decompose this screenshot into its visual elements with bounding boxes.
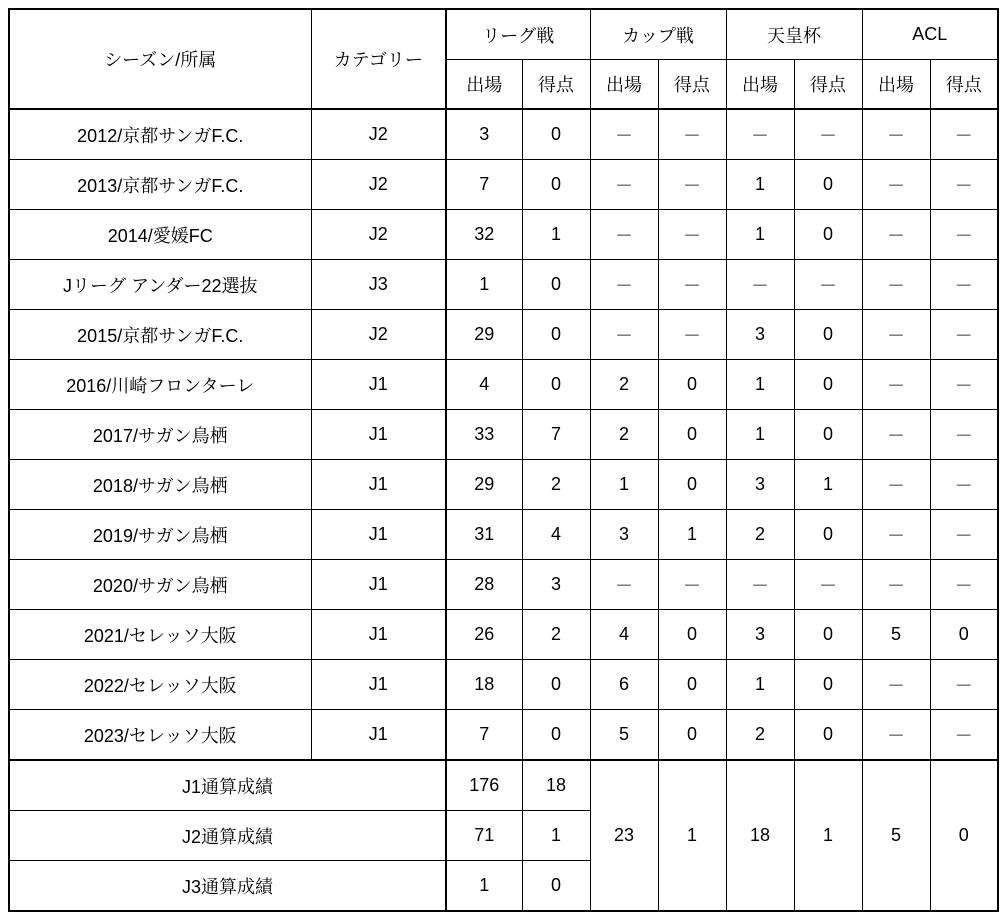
league-apps-cell: 29 [446,310,522,360]
total-j1-goals: 18 [522,760,590,811]
header-emperors-cup: 天皇杯 [726,9,862,60]
acl-apps-cell: － [862,460,930,510]
league-goals-cell: 0 [522,660,590,710]
cup-goals-cell: 0 [658,710,726,761]
category-cell: J1 [311,460,446,510]
emperor-goals-cell: 0 [794,210,862,260]
cup-apps-cell: － [590,210,658,260]
cup-goals-cell: 1 [658,510,726,560]
emperor-goals-cell: 0 [794,160,862,210]
total-cup-apps: 23 [590,760,658,911]
total-j2-goals: 1 [522,811,590,861]
cup-apps-cell: － [590,109,658,160]
acl-goals-cell: － [930,160,998,210]
cup-goals-cell: 0 [658,660,726,710]
season-cell: 2018/サガン鳥栖 [9,460,311,510]
acl-goals-cell: － [930,710,998,761]
cup-apps-cell: 4 [590,610,658,660]
cup-goals-cell: － [658,560,726,610]
emperor-apps-cell: － [726,109,794,160]
emperor-apps-cell: 3 [726,460,794,510]
emperor-apps-cell: 2 [726,710,794,761]
cup-apps-cell: － [590,260,658,310]
category-cell: J2 [311,109,446,160]
emperor-goals-cell: － [794,560,862,610]
cup-apps-cell: － [590,160,658,210]
cup-apps-cell: 1 [590,460,658,510]
emperor-apps-cell: － [726,260,794,310]
category-cell: J2 [311,160,446,210]
acl-goals-cell: － [930,560,998,610]
emperor-goals-cell: － [794,260,862,310]
header-goals: 得点 [658,60,726,110]
season-cell: 2020/サガン鳥栖 [9,560,311,610]
category-cell: J1 [311,410,446,460]
league-goals-cell: 4 [522,510,590,560]
acl-apps-cell: － [862,360,930,410]
emperor-apps-cell: 2 [726,510,794,560]
league-apps-cell: 18 [446,660,522,710]
header-acl: ACL [862,9,998,60]
header-goals: 得点 [794,60,862,110]
league-apps-cell: 7 [446,710,522,761]
acl-goals-cell: － [930,109,998,160]
emperor-goals-cell: 0 [794,710,862,761]
season-cell: 2016/川崎フロンターレ [9,360,311,410]
category-cell: J1 [311,710,446,761]
category-cell: J1 [311,610,446,660]
league-apps-cell: 31 [446,510,522,560]
acl-goals-cell: － [930,360,998,410]
cup-apps-cell: 2 [590,410,658,460]
cup-apps-cell: 6 [590,660,658,710]
cup-apps-cell: 2 [590,360,658,410]
season-cell: Jリーグ アンダー22選抜 [9,260,311,310]
header-cup: カップ戦 [590,9,726,60]
table-row [9,560,998,610]
total-j1-apps: 176 [446,760,522,811]
cup-goals-cell: － [658,260,726,310]
total-acl-apps: 5 [862,760,930,911]
league-apps-cell: 26 [446,610,522,660]
emperor-apps-cell: 1 [726,360,794,410]
league-apps-cell: 3 [446,109,522,160]
emperor-goals-cell: 0 [794,610,862,660]
acl-apps-cell: － [862,510,930,560]
acl-apps-cell: 5 [862,610,930,660]
cup-apps-cell: 3 [590,510,658,560]
league-goals-cell: 0 [522,160,590,210]
emperor-apps-cell: 1 [726,210,794,260]
league-apps-cell: 29 [446,460,522,510]
acl-apps-cell: － [862,560,930,610]
emperor-goals-cell: 0 [794,510,862,560]
cup-goals-cell: － [658,109,726,160]
emperor-goals-cell: 0 [794,360,862,410]
cup-apps-cell: － [590,560,658,610]
league-apps-cell: 1 [446,260,522,310]
acl-goals-cell: － [930,410,998,460]
category-cell: J1 [311,360,446,410]
acl-apps-cell: － [862,160,930,210]
header-apps: 出場 [862,60,930,110]
league-apps-cell: 7 [446,160,522,210]
emperor-goals-cell: 1 [794,460,862,510]
acl-apps-cell: － [862,109,930,160]
league-goals-cell: 2 [522,610,590,660]
league-apps-cell: 32 [446,210,522,260]
emperor-apps-cell: 1 [726,660,794,710]
header-apps: 出場 [726,60,794,110]
acl-apps-cell: － [862,210,930,260]
season-cell: 2012/京都サンガF.C. [9,109,311,160]
table-row [9,109,998,160]
emperor-goals-cell: 0 [794,310,862,360]
cup-goals-cell: － [658,210,726,260]
emperor-apps-cell: 3 [726,610,794,660]
season-cell: 2017/サガン鳥栖 [9,410,311,460]
acl-apps-cell: － [862,710,930,761]
table-row [9,660,998,710]
table-row [9,460,998,510]
league-apps-cell: 33 [446,410,522,460]
acl-goals-cell: － [930,460,998,510]
emperor-apps-cell: 1 [726,410,794,460]
league-goals-cell: 0 [522,360,590,410]
emperor-goals-cell: 0 [794,410,862,460]
cup-goals-cell: － [658,310,726,360]
league-goals-cell: 0 [522,310,590,360]
header-goals: 得点 [522,60,590,110]
season-cell: 2013/京都サンガF.C. [9,160,311,210]
header-apps: 出場 [446,60,522,110]
season-cell: 2022/セレッソ大阪 [9,660,311,710]
table-row [9,260,998,310]
cup-goals-cell: 0 [658,410,726,460]
league-goals-cell: 2 [522,460,590,510]
cup-apps-cell: 5 [590,710,658,761]
acl-goals-cell: 0 [930,610,998,660]
table-row [9,310,998,360]
total-j2-label: J2通算成績 [9,811,446,861]
league-goals-cell: 3 [522,560,590,610]
header-season: シーズン/所属 [9,9,311,109]
acl-apps-cell: － [862,260,930,310]
season-cell: 2014/愛媛FC [9,210,311,260]
header-category: カテゴリー [311,9,446,109]
cup-goals-cell: 0 [658,460,726,510]
total-j3-goals: 0 [522,861,590,912]
table-row [9,210,998,260]
career-stats-table [8,8,999,912]
acl-goals-cell: － [930,510,998,560]
category-cell: J2 [311,210,446,260]
cup-goals-cell: 0 [658,610,726,660]
total-acl-goals: 0 [930,760,998,911]
emperor-goals-cell: － [794,109,862,160]
season-cell: 2021/セレッソ大阪 [9,610,311,660]
category-cell: J3 [311,260,446,310]
acl-goals-cell: － [930,660,998,710]
total-j1-label: J1通算成績 [9,760,446,811]
league-goals-cell: 0 [522,260,590,310]
table-row [9,160,998,210]
acl-goals-cell: － [930,210,998,260]
total-cup-goals: 1 [658,760,726,911]
total-emperor-goals: 1 [794,760,862,911]
league-goals-cell: 7 [522,410,590,460]
emperor-apps-cell: 1 [726,160,794,210]
table-row [9,410,998,460]
table-row [9,510,998,560]
season-cell: 2023/セレッソ大阪 [9,710,311,761]
acl-apps-cell: － [862,660,930,710]
league-apps-cell: 28 [446,560,522,610]
league-goals-cell: 0 [522,109,590,160]
league-goals-cell: 1 [522,210,590,260]
acl-apps-cell: － [862,310,930,360]
table-row [9,360,998,410]
cup-apps-cell: － [590,310,658,360]
season-cell: 2015/京都サンガF.C. [9,310,311,360]
header-league: リーグ戦 [446,9,590,60]
league-apps-cell: 4 [446,360,522,410]
table-row [9,710,998,761]
acl-goals-cell: － [930,260,998,310]
total-j2-apps: 71 [446,811,522,861]
table-row [9,610,998,660]
category-cell: J1 [311,510,446,560]
category-cell: J1 [311,560,446,610]
cup-goals-cell: 0 [658,360,726,410]
league-goals-cell: 0 [522,710,590,761]
emperor-apps-cell: 3 [726,310,794,360]
acl-apps-cell: － [862,410,930,460]
emperor-goals-cell: 0 [794,660,862,710]
total-j3-apps: 1 [446,861,522,912]
emperor-apps-cell: － [726,560,794,610]
header-goals: 得点 [930,60,998,110]
total-emperor-apps: 18 [726,760,794,911]
category-cell: J1 [311,660,446,710]
acl-goals-cell: － [930,310,998,360]
season-cell: 2019/サガン鳥栖 [9,510,311,560]
total-j3-label: J3通算成績 [9,861,446,912]
cup-goals-cell: － [658,160,726,210]
category-cell: J2 [311,310,446,360]
header-apps: 出場 [590,60,658,110]
